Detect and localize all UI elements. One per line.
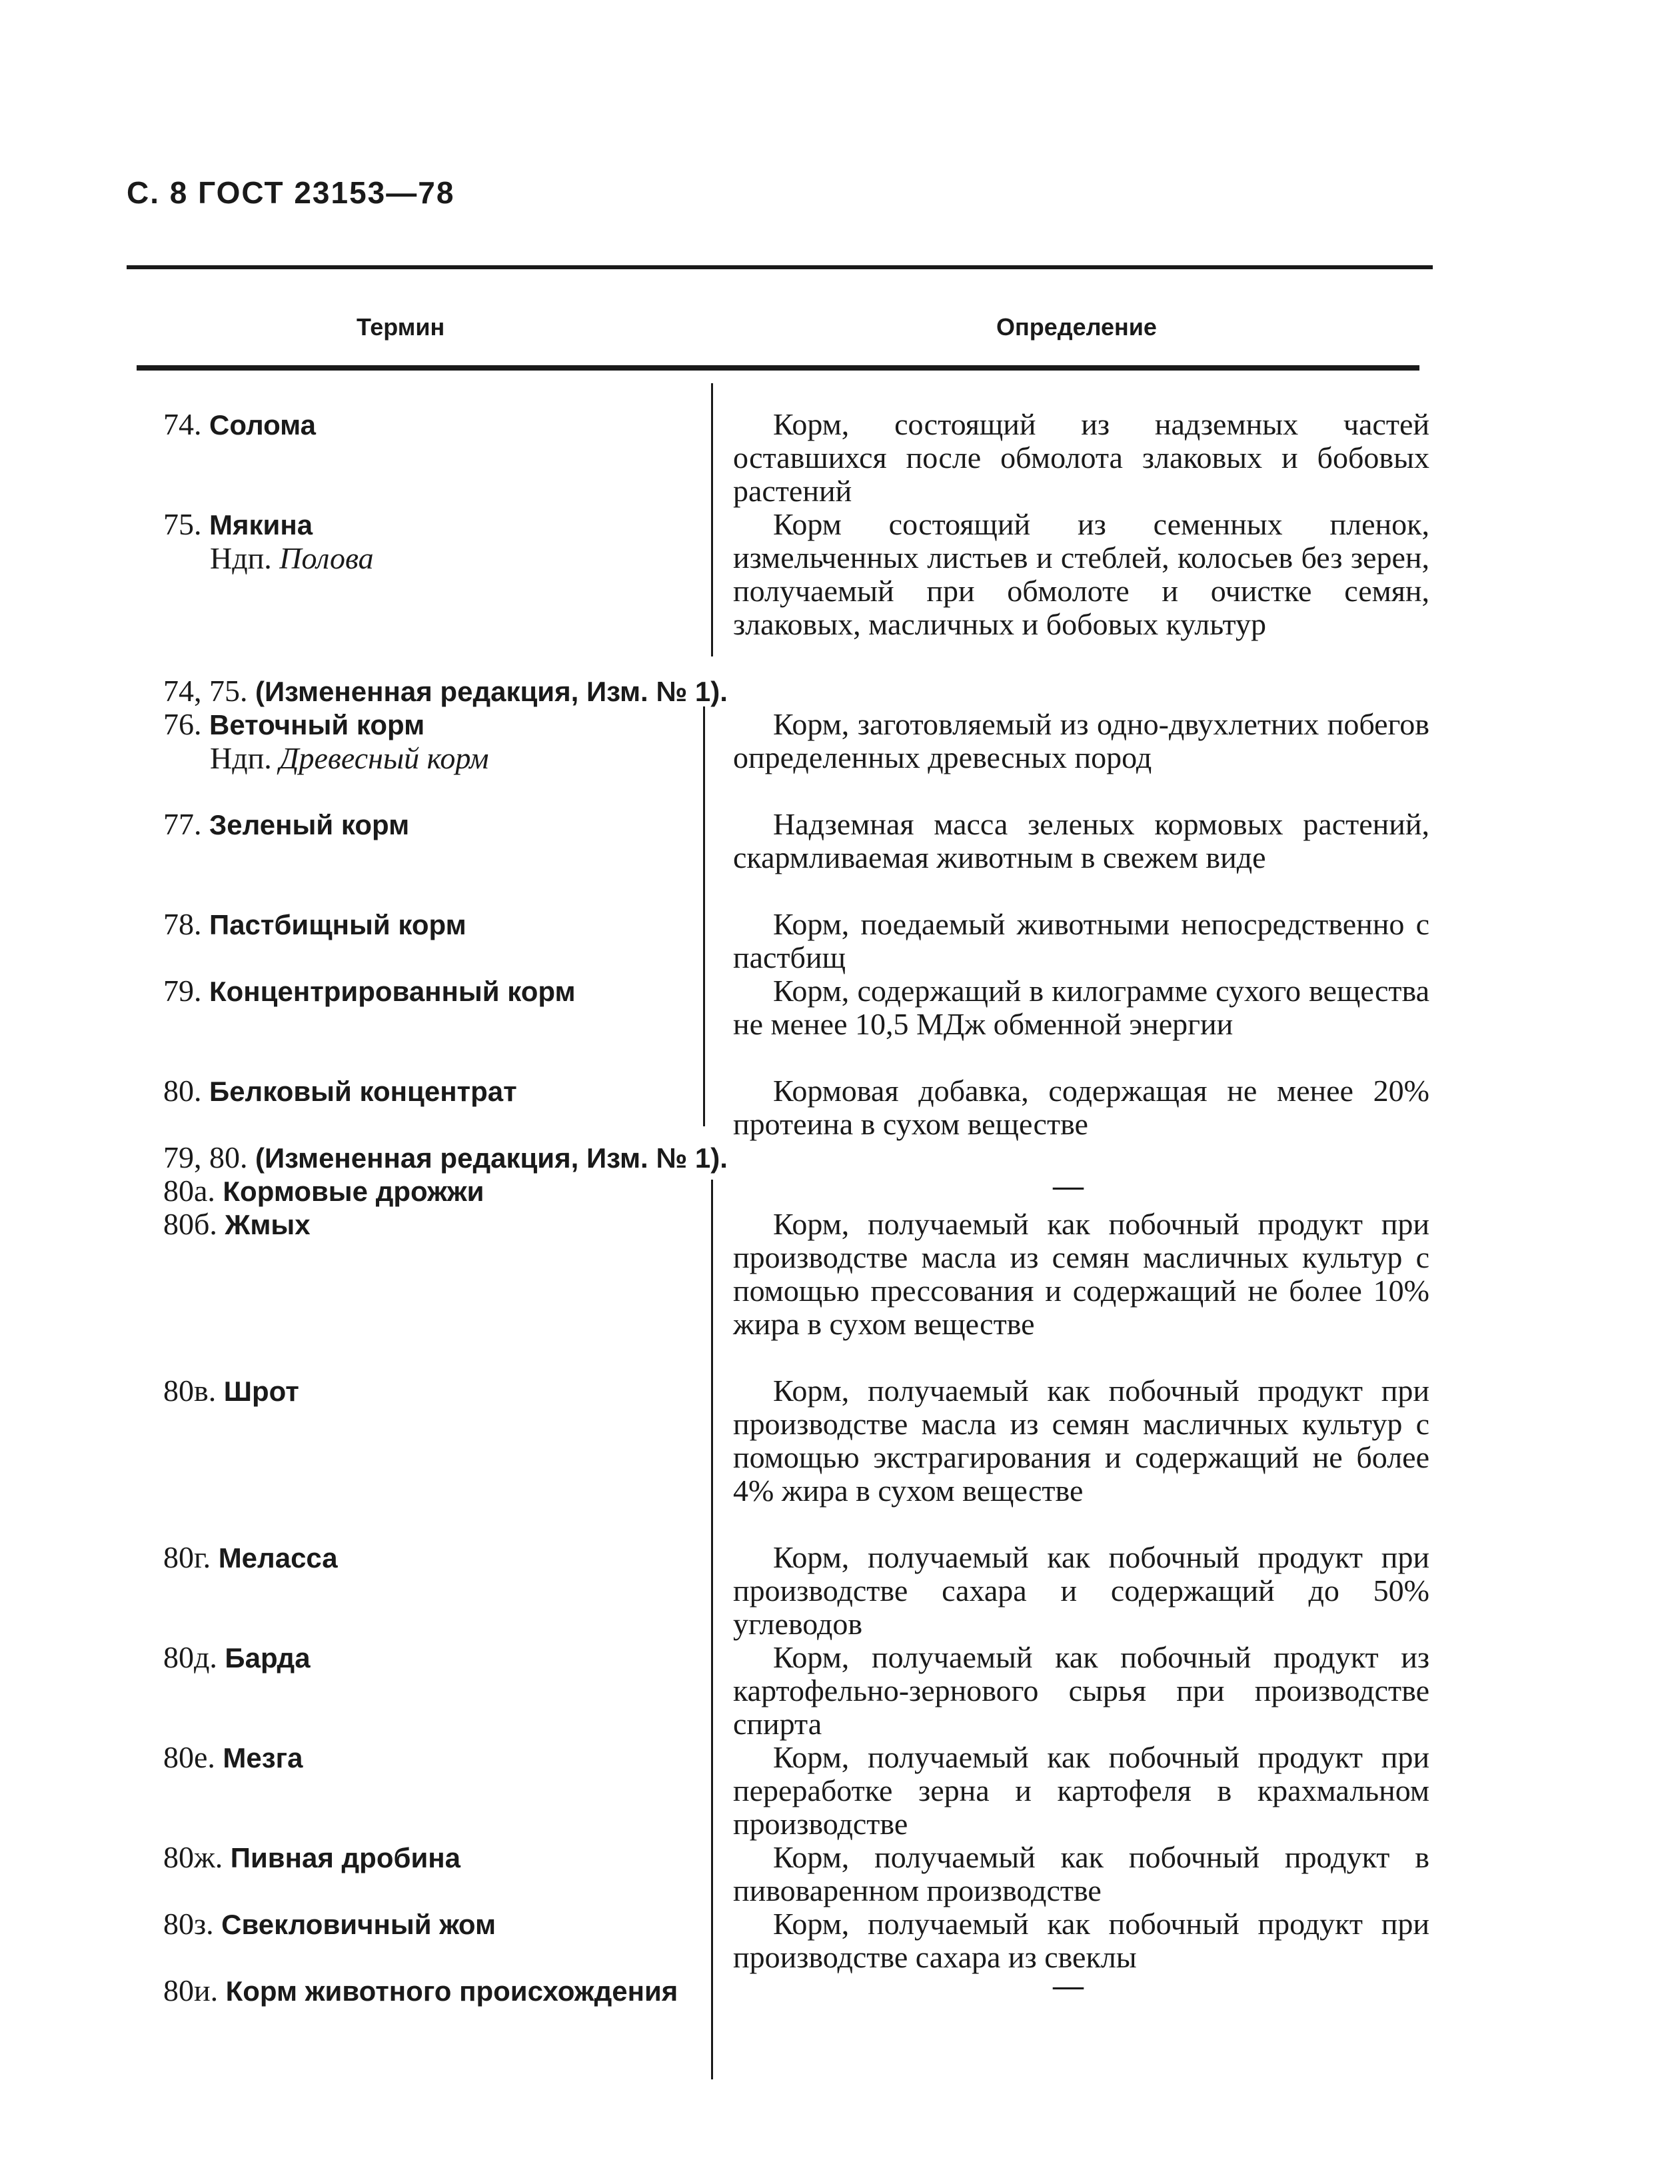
term-number: 80и. xyxy=(163,1973,219,2007)
term-name: Концентрированный корм xyxy=(209,976,576,1007)
term-entry xyxy=(163,1541,696,1575)
term-name: Жмых xyxy=(225,1209,311,1240)
term-entry xyxy=(163,1741,696,1775)
empty-definition-dash: — xyxy=(1053,1168,1084,1202)
term-number: 78. xyxy=(163,907,202,941)
term-number: 80д. xyxy=(163,1640,217,1674)
term-number: 80а. xyxy=(163,1174,215,1208)
page-header: С. 8 ГОСТ 23153—78 xyxy=(127,175,455,210)
term-name: Белковый концентрат xyxy=(209,1076,517,1107)
term-definition: Корм, получаемый как побочный продукт при производстве сахара и содержащий до 50% углеводов xyxy=(733,1540,1429,1641)
term-entry xyxy=(163,1907,696,1941)
term-name: Мезга xyxy=(223,1742,303,1773)
term-definition: Корм, получаемый как побочный продукт при переработке зерна и картофеля в крахмальном производстве xyxy=(733,1740,1429,1841)
term-name: Кормовые дрожжи xyxy=(223,1176,484,1207)
term-entry xyxy=(163,1174,696,1208)
term-number: 80в. xyxy=(163,1374,217,1408)
term-entry xyxy=(163,1841,696,1875)
term-entry xyxy=(163,1208,696,1242)
term-name: Свекловичный жом xyxy=(221,1909,496,1940)
term-number: 76. xyxy=(163,707,202,741)
amendment-note: 74, 75. (Измененная редакция, Изм. № 1). xyxy=(163,674,728,708)
term-name: Шрот xyxy=(223,1376,299,1407)
term-name: Зеленый корм xyxy=(209,809,410,840)
term-definition: Корм, поедаемый животными непосредственно с пастбищ xyxy=(733,907,1429,974)
term-entry xyxy=(163,1074,696,1108)
column-divider xyxy=(711,383,713,656)
term-number: 80ж. xyxy=(163,1840,223,1874)
column-divider xyxy=(711,1180,713,2079)
header-rule xyxy=(137,365,1419,371)
term-name: Пивная дробина xyxy=(230,1842,460,1873)
term-definition: Корм, получаемый как побочный продукт при производстве сахара из свеклы xyxy=(733,1907,1429,1974)
term-number: 80. xyxy=(163,1074,202,1108)
term-entry xyxy=(163,908,696,942)
term-entry xyxy=(163,708,696,775)
term-name: Корм животного происхождения xyxy=(225,1975,678,2007)
term-name: Барда xyxy=(225,1642,311,1673)
term-name: Солома xyxy=(209,409,317,441)
term-definition: Корм, получаемый как побочный продукт из картофельно-зернового сырья при производстве спирта xyxy=(733,1640,1429,1741)
term-number: 80г. xyxy=(163,1540,211,1574)
amendment-note: 79, 80. (Измененная редакция, Изм. № 1). xyxy=(163,1140,728,1174)
term-number: 80е. xyxy=(163,1740,215,1774)
term-definition: Кормовая добавка, содержащая не менее 20% протеина в сухом веществе xyxy=(733,1074,1429,1141)
term-number: 80б. xyxy=(163,1207,217,1241)
top-rule xyxy=(127,265,1433,269)
term-number: 74. xyxy=(163,407,202,441)
term-number: 75. xyxy=(163,507,202,541)
term-entry xyxy=(163,1974,696,2008)
term-definition: Корм, состоящий из надземных частей оставшихся после обмолота злаковых и бобовых растений xyxy=(733,407,1429,508)
term-name: Веточный корм xyxy=(209,709,425,740)
term-entry xyxy=(163,508,696,575)
term-definition: Корм, заготовляемый из одно-двухлетних побегов определенных древесных пород xyxy=(733,707,1429,774)
term-entry xyxy=(163,1641,696,1675)
term-entry xyxy=(163,1374,696,1408)
term-name: Меласса xyxy=(218,1542,338,1574)
column-header-definition: Определение xyxy=(996,313,1157,341)
deprecated-term: Ндп. Древесный корм xyxy=(210,741,489,775)
term-definition: Надземная масса зеленых кормовых растений, скармливаемая животным в свежем виде xyxy=(733,807,1429,874)
term-entry xyxy=(163,808,696,842)
term-definition: Корм, получаемый как побочный продукт при производстве масла из семян масличных культур с помощью прессования и содержащий не более 10% жира в сухом веществе xyxy=(733,1207,1429,1341)
term-definition: Корм, получаемый как побочный продукт при производстве масла из семян масличных культур с помощью экстрагирования и содержащий не более 4% жира в сухом веществе xyxy=(733,1374,1429,1508)
term-definition: Корм, содержащий в килограмме сухого вещества не менее 10,5 МДж обменной энергии xyxy=(733,974,1429,1041)
term-entry xyxy=(163,408,696,442)
term-name: Мякина xyxy=(209,509,313,541)
term-name: Пастбищный корм xyxy=(209,909,466,940)
column-header-term: Термин xyxy=(357,313,445,341)
term-entry xyxy=(163,974,696,1008)
term-number: 79. xyxy=(163,974,202,1008)
deprecated-term: Ндп. Полова xyxy=(210,541,374,575)
term-number: 80з. xyxy=(163,1907,214,1941)
term-definition: Корм, получаемый как побочный продукт в пивоваренном производстве xyxy=(733,1840,1429,1907)
term-definition: Корм состоящий из семенных пленок, измельченных листьев и стеблей, колосьев без зерен, получаемый при обмолоте и очистке семян, злаковых, масличных и бобовых культур xyxy=(733,507,1429,641)
column-divider xyxy=(703,706,705,1126)
empty-definition-dash: — xyxy=(1053,1968,1084,2002)
term-number: 77. xyxy=(163,807,202,841)
